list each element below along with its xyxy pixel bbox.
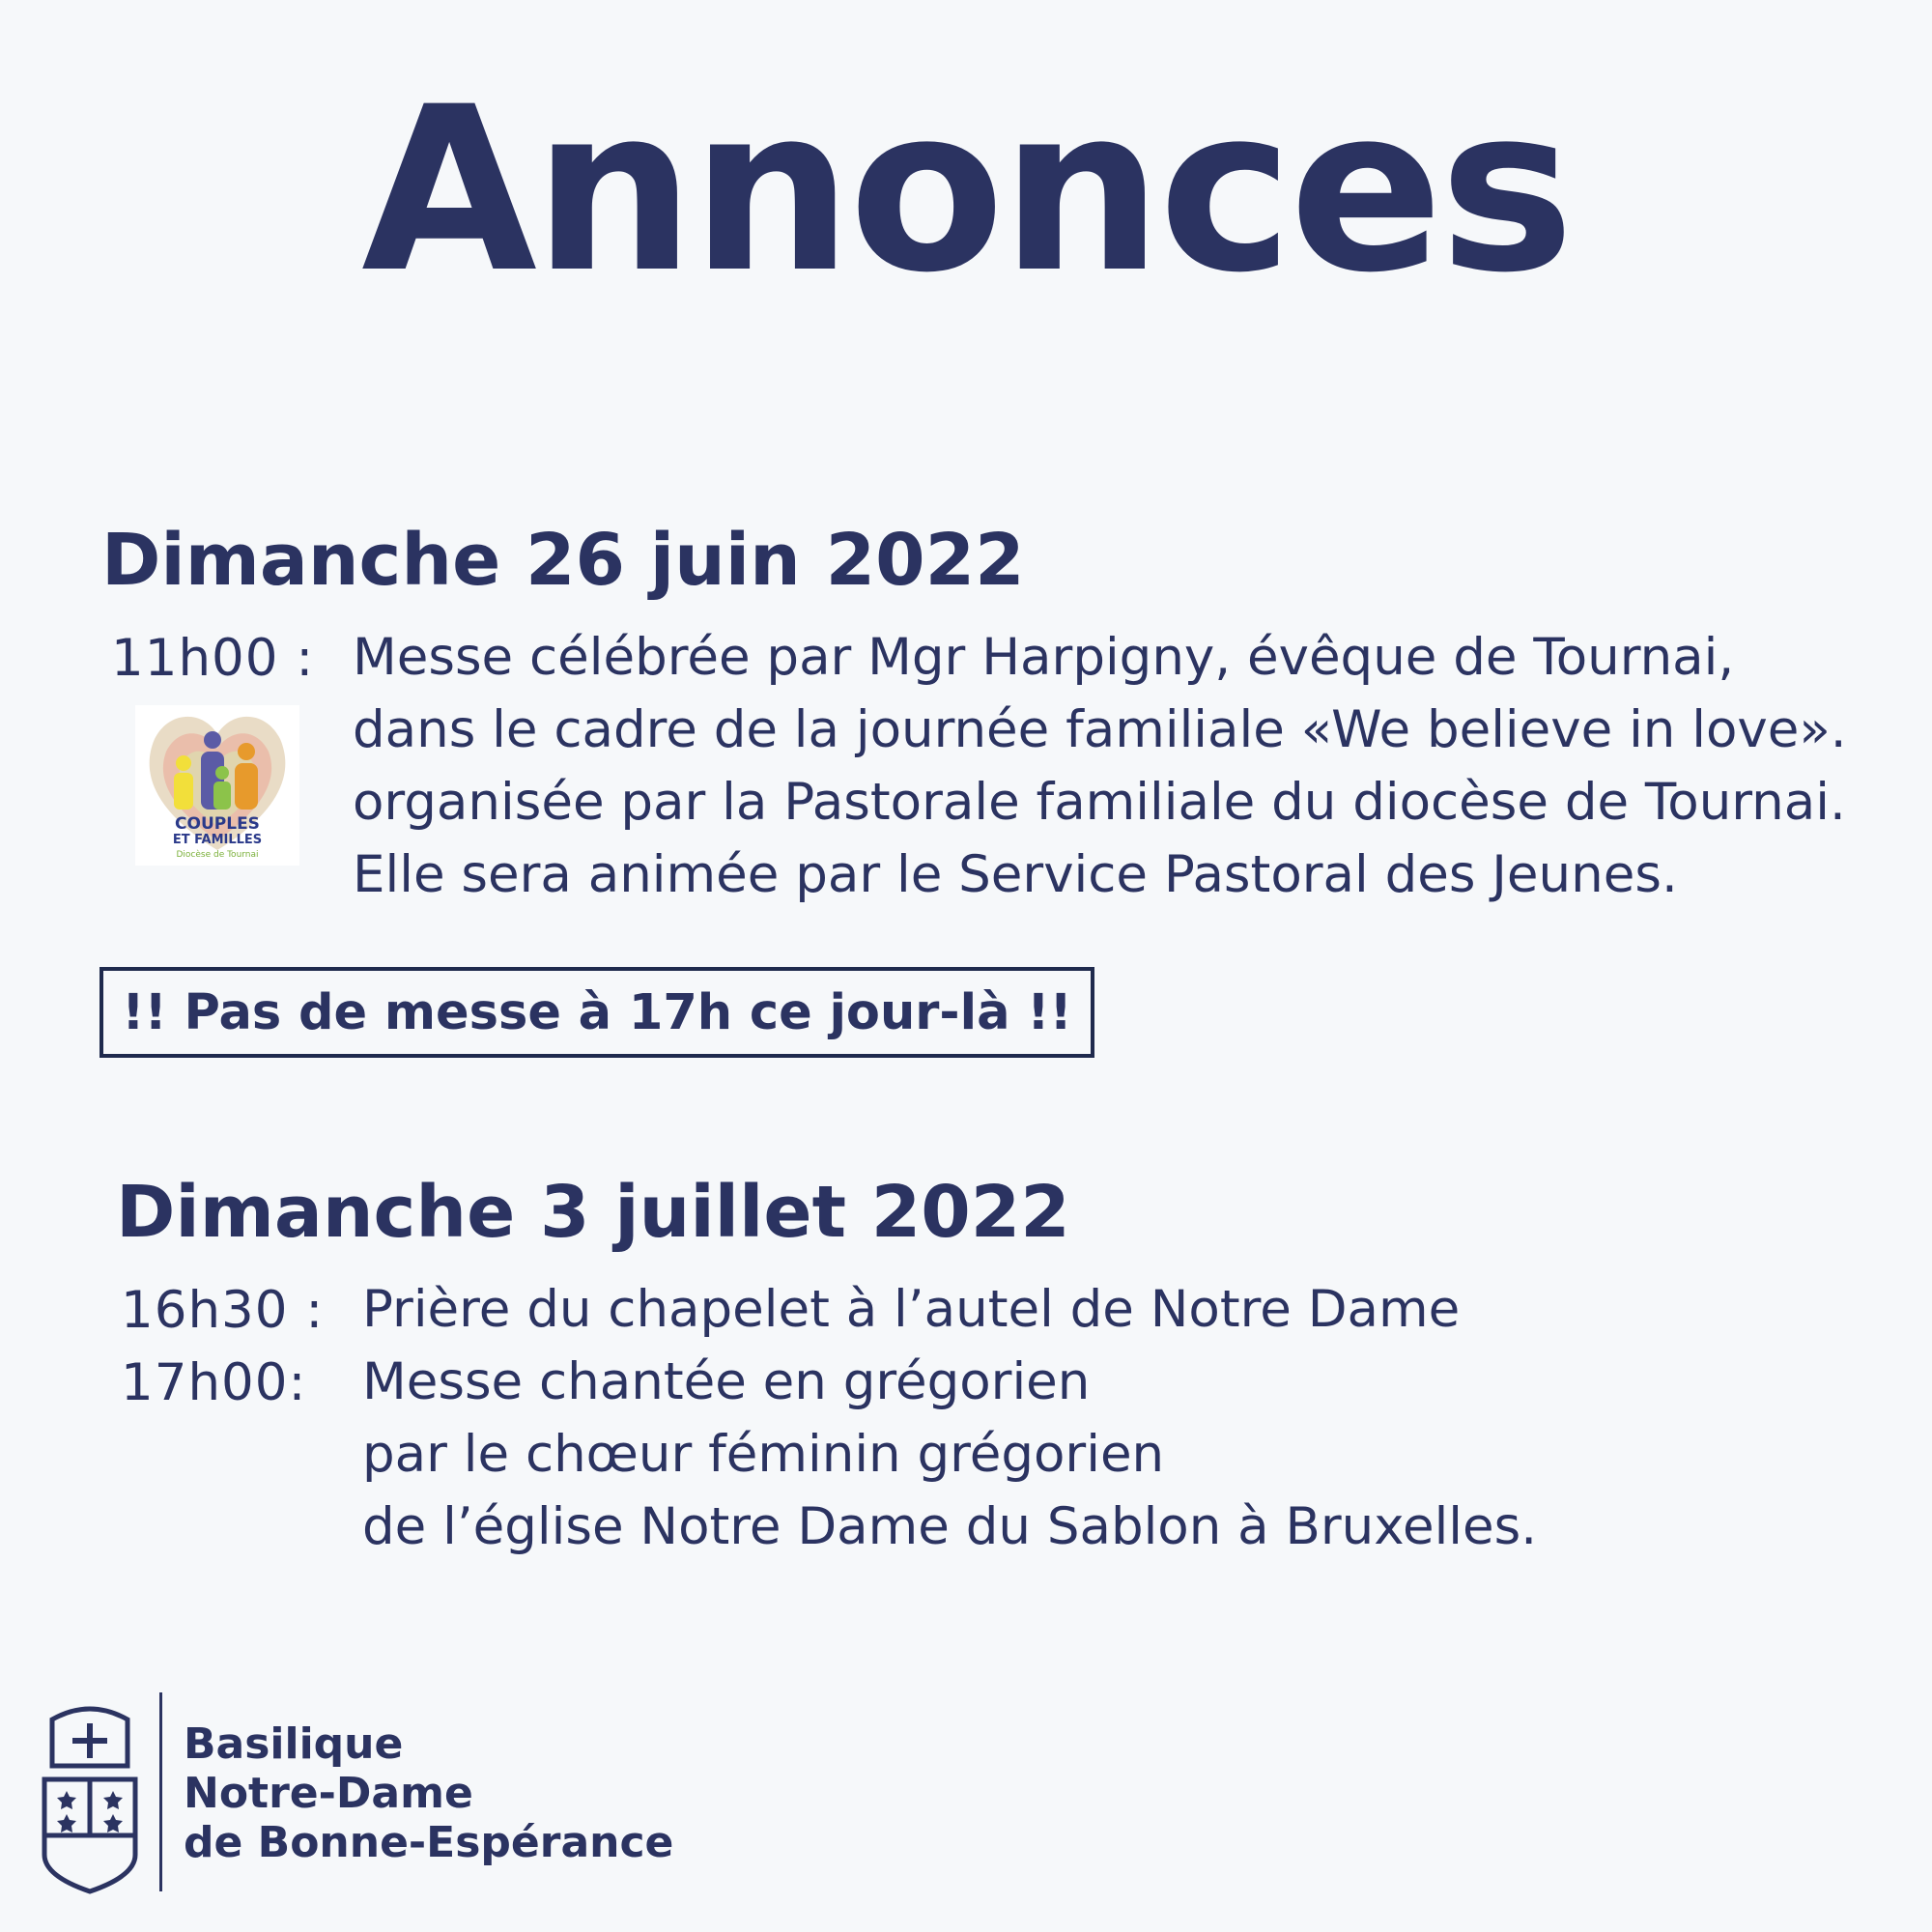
description-line: de l’église Notre Dame du Sablon à Bruxelles.: [362, 1497, 1538, 1556]
day-heading-july-3: Dimanche 3 juillet 2022: [116, 1171, 1070, 1254]
time-label: 11h00 :: [111, 629, 315, 688]
time-label: 17h00:: [121, 1353, 307, 1412]
event-description: [362, 1273, 1460, 1346]
basilica-name-line: Notre-Dame: [184, 1769, 473, 1818]
event-description: [353, 621, 1847, 911]
basilica-name-line: de Bonne-Espérance: [184, 1818, 674, 1867]
description-line: dans le cadre de la journée familiale «We believe in love».: [353, 700, 1847, 759]
no-mass-notice: !! Pas de messe à 17h ce jour-là !!: [99, 967, 1094, 1058]
basilica-crest-icon: [39, 1690, 141, 1895]
couples-et-familles-logo: [135, 705, 299, 866]
svg-text:ET FAMILLES: ET FAMILLES: [172, 833, 263, 847]
event-description: [362, 1346, 1537, 1563]
description-line: organisée par la Pastorale familiale du diocèse de Tournai.: [353, 773, 1846, 832]
description-line: par le chœur féminin grégorien: [362, 1425, 1165, 1484]
svg-text:Diocèse de Tournai: Diocèse de Tournai: [176, 850, 259, 860]
day-heading-june-26: Dimanche 26 juin 2022: [101, 519, 1025, 602]
svg-text:COUPLES: COUPLES: [175, 814, 260, 834]
basilica-name-line: Basilique: [184, 1719, 404, 1769]
description-line: Prière du chapelet à l’autel de Notre Dame: [362, 1280, 1461, 1339]
basilica-name: [184, 1719, 673, 1867]
description-line: Messe célébrée par Mgr Harpigny, évêque de Tournai,: [353, 628, 1735, 687]
footer-divider: [159, 1692, 162, 1891]
description-line: Messe chantée en grégorien: [362, 1352, 1091, 1411]
description-line: Elle sera animée par le Service Pastoral des Jeunes.: [353, 845, 1678, 904]
time-label: 16h30 :: [121, 1281, 325, 1340]
page-title: Annonces: [361, 59, 1571, 323]
